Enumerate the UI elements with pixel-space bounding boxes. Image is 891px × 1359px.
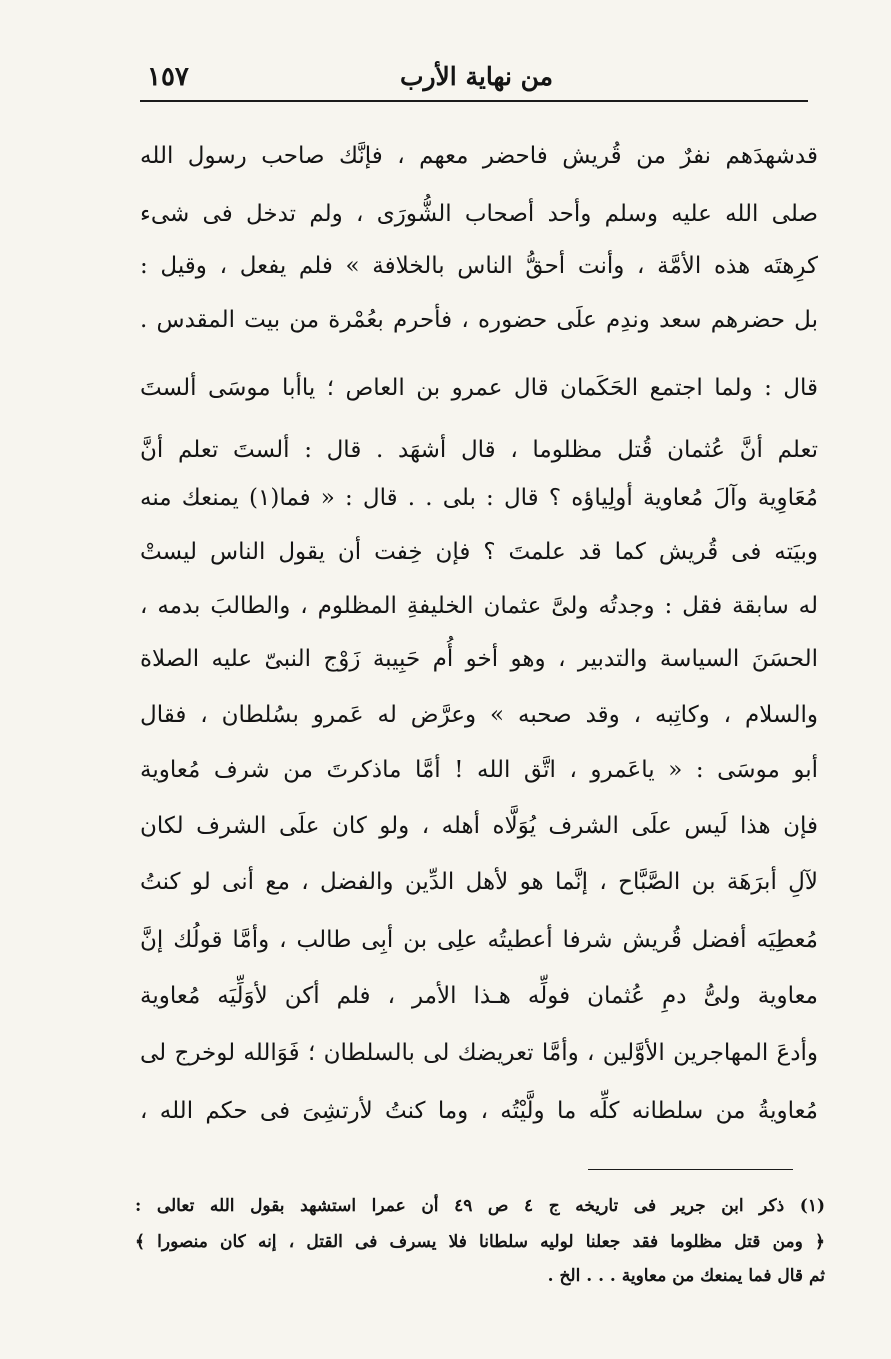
header-rule — [140, 100, 808, 102]
text-line: معاوية ولىُّ دمِ عُثمان فولِّه هـذا الأمر ، فلم أكن لأوَلِّيَه مُعاوية — [140, 983, 818, 1009]
page-number: ١٥٧ — [147, 62, 189, 92]
text-line: كرِهتَه هذه الأمَّة ، وأنت أحقُّ الناس بالخلافة » فلم يفعل ، وقيل : — [140, 253, 818, 279]
text-line: أبو موسَى : « ياعَمرو ، اتَّق الله ! أمَّا ماذكرتَ من شرف مُعاوية — [140, 757, 818, 783]
text-line: قال : ولما اجتمع الحَكَمان قال عمرو بن العاص ؛ ياأبا موسَى ألستَ — [140, 375, 818, 401]
text-line: مُعطِيَه أفضل قُريش شرفا أعطيتُه علِى بن أبِى طالب ، وأمَّا قولُك إنَّ — [140, 927, 818, 953]
text-line: قدشهدَهم نفرٌ من قُريش فاحضر معهم ، فإنَّك صاحب رسول الله — [140, 143, 818, 169]
running-title: من نهاية الأرب — [399, 62, 554, 91]
footnote-line: ﴿ ومن قتل مظلوما فقد جعلنا لوليه سلطانا فلا يسرف فى القتل ، إنه كان منصورا ﴾ — [135, 1232, 825, 1252]
text-line: وأدعَ المهاجرين الأوَّلين ، وأمَّا تعريضك لى بالسلطان ؛ فَوَالله لوخرج لى — [140, 1040, 818, 1066]
footnote-line: (١) ذكر ابن جرير فى تاريخه ج ٤ ص ٤٩ أن عمرا استشهد بقول الله تعالى : — [135, 1196, 826, 1216]
text-line: وبيَته فى قُريش كما قد علمتَ ؟ فإن خِفت أن يقول الناس ليستْ — [140, 539, 818, 565]
text-line: والسلام ، وكاتِبه ، وقد صحبه » وعرَّض له عَمرو بسُلطان ، فقال — [140, 702, 818, 728]
text-line: فإن هذا لَيس علَى الشرف يُوَلَّاه أهله ، ولو كان علَى الشرف لكان — [140, 813, 818, 839]
footnote-line: ثم قال فما يمنعك من معاوية . . . الخ . — [547, 1266, 825, 1286]
text-line: لآلِ أبرَهَة بن الصَّبَّاح ، إنَّما هو لأهل الدِّين والفضل ، مع أنى لو كنتُ — [140, 869, 818, 895]
text-line: تعلم أنَّ عُثمان قُتل مظلوما ، قال أشهَد . قال : ألستَ تعلم أنَّ — [140, 437, 818, 463]
text-line: مُعاويةُ من سلطانه كلِّه ما ولَّيْتُه ، وما كنتُ لأرتشِىَ فى حكم الله ، — [140, 1098, 818, 1124]
text-line: صلى الله عليه وسلم وأحد أصحاب الشُّورَى ، ولم تدخل فى شىء — [140, 201, 818, 227]
footnote-rule — [588, 1169, 793, 1170]
text-line: الحسَنَ السياسة والتدبير ، وهو أخو أُم حَبِيبة زَوْج النبىّ عليه الصلاة — [140, 646, 818, 672]
text-line: مُعَاوِية وآلَ مُعاوية أولِياؤه ؟ قال : بلى . . قال : « فما(١) يمنعك منه — [140, 485, 818, 511]
text-line: له سابقة فقل : وجدتُه ولىَّ عثمان الخليفةِ المظلوم ، والطالبَ بدمه ، — [140, 593, 818, 619]
running-header — [145, 58, 808, 98]
text-line: بل حضرهم سعد وندِم علَى حضوره ، فأحرم بعُمْرة من بيت المقدس . — [140, 307, 818, 333]
